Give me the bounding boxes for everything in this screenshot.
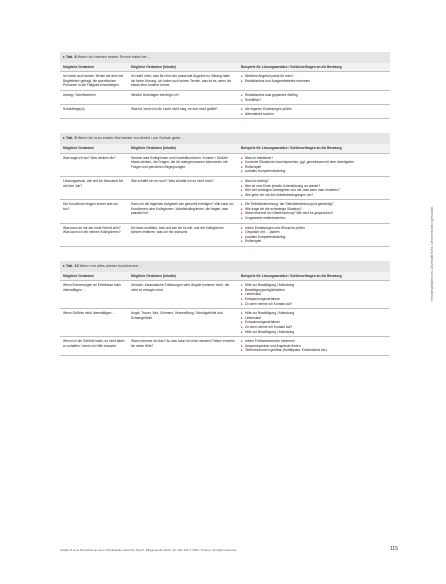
list-item: ▸ soziales Kompetenztraining bbox=[241, 169, 387, 174]
list-item: ▸ Alternatives suchen bbox=[241, 112, 387, 117]
table-cell bbox=[238, 200, 390, 223]
list-item: ▸ Rollenspiel bbox=[241, 239, 387, 244]
list-item: ▸ Hilfe zur Bewältigung / Ablenkung bbox=[241, 283, 387, 288]
table-cell: Angst, Trauer, Wut, Schmerz, Verzweiflung, Schuldgefühle und Schamgefühle. bbox=[128, 309, 238, 337]
table-title: Wenn ich meinen ersten Termin habe bei … bbox=[77, 55, 152, 59]
list-item: ▸ Entspannungsverfahren bbox=[241, 297, 387, 302]
list-item: ▸ Wie gehe ich mit den Arbeitsbedingungen um? bbox=[241, 193, 387, 198]
table-title: Wenn ich zum ersten Mal wieder zur Arbeit / zur Schule gehe … bbox=[77, 136, 186, 141]
list-item: ▸ Zu wem nehme ich Kontakt auf? bbox=[241, 302, 387, 307]
table-9 bbox=[60, 133, 390, 247]
list-item: ▸ Die Selbstbestimmung: der Selbstbestimmung ist gewichtig? bbox=[241, 202, 387, 207]
table-cell bbox=[238, 176, 390, 199]
table-row bbox=[60, 337, 390, 356]
list-item: ▸ Lebenslauf bbox=[241, 292, 387, 297]
table-label: Tab. 10 bbox=[65, 264, 79, 269]
list-item: ▸ Wie viel verlangen Arbeitgeber von mir, was kann man erwarten? bbox=[241, 188, 387, 193]
list-item: ▸ Lebenslauf bbox=[241, 316, 387, 321]
triangle-icon: ▸ bbox=[63, 136, 65, 141]
table-cell: Ich habe noch keinen Termin bei dem mir Begleitete/r gefragt, die spezifischen Personen in die Tätigkeit einzusteigen. bbox=[60, 72, 128, 91]
list-item: ▸ Wie trage ich die schwierige Situation? bbox=[241, 207, 387, 212]
list-item: ▸ Konkrete Situationen durchsprechen, ggf. gemeinsam mit dem Arbeitgeber bbox=[241, 160, 387, 165]
list-item: ▸ Realistisches was geplantes Setting bbox=[241, 93, 387, 98]
table-cell: Kann ich die täglichen Aufgaben wie gewohnt erledigen? Wie kann ich Kund/innen oder Kolleginnen / Arbeitskolleg/innen, die fragen, was passiert ist? bbox=[128, 200, 238, 223]
list-item: ▸ Bewältigungsmöglichkeiten bbox=[241, 288, 387, 293]
list-item: ▸ Ansprechpartner und Angebote finden bbox=[241, 344, 387, 349]
triangle-icon: ▸ bbox=[63, 55, 65, 59]
table-10 bbox=[60, 261, 390, 356]
table-caption bbox=[60, 52, 390, 63]
table-cell bbox=[238, 309, 390, 337]
table-8 bbox=[60, 52, 390, 119]
table-row bbox=[60, 90, 390, 104]
table-cell: Welche Unterlagen benötige ich? bbox=[128, 90, 238, 104]
table-cell: Ich kann erzählen, was und wie ich es will, und die Kolleg/innen können erfahren, was ich mir wünsche. bbox=[128, 223, 238, 246]
table-header-row bbox=[60, 144, 390, 153]
table-cell: Wann erkenne ich das? An wen kann ich mich wenden? Wann erreiche ich diese Hilfe? bbox=[128, 337, 238, 356]
list-item: ▸ Was ist realistisch? bbox=[241, 156, 387, 161]
table-label: Tab. 8 bbox=[65, 55, 77, 59]
table-cell: Was ist, wenn ich die Leute nicht mag, es dort nicht gefällt? bbox=[128, 105, 238, 119]
list-item: ▸ Welches Angebot passt für mich? bbox=[241, 74, 387, 79]
column-header: Beispiele für Lösungsansätze / Schlüsselfragen an die Beratung bbox=[238, 144, 390, 153]
column-header: Mögliche Gedanken (Inhalte) bbox=[128, 272, 238, 281]
table-cell: Wie schaffe ich es noch? Was schaffe ich es nicht noch? bbox=[128, 176, 238, 199]
table-label: Tab. 9 bbox=[65, 136, 77, 141]
table-cell bbox=[238, 223, 390, 246]
table-cell: Was sage ich wo? Was denken die? bbox=[60, 153, 128, 176]
list-item: ▸ Hilfe zur Bewältigung / Ablenkung bbox=[241, 330, 387, 335]
table-cell: Ich weiß nicht, was für mich der passende Angebot ist. Belang habe ich keine Ahnung. Ich habe noch keinen Termin, was ist es, wenn ich etwas dem Anderer kenne. bbox=[128, 72, 238, 91]
column-header: Mögliche Gedanken bbox=[60, 272, 128, 281]
table-row bbox=[60, 72, 390, 91]
list-item: ▸ meine Erwartungen und Wünsche prüfen bbox=[241, 226, 387, 231]
page-number: 115 bbox=[390, 546, 398, 552]
table-cell: Antrag / Schriftverkehr bbox=[60, 90, 128, 104]
column-header: Mögliche Gedanken (Inhalte) bbox=[128, 144, 238, 153]
list-item: ▸ Wann erkenne ich Überforderung? Wie wird es gesprochen? bbox=[241, 211, 387, 216]
table-header-row bbox=[60, 63, 390, 72]
table-row bbox=[60, 153, 390, 176]
page-content bbox=[60, 52, 390, 364]
table-caption bbox=[60, 261, 390, 272]
table-caption bbox=[60, 133, 390, 144]
table-cell: Leistungsdruck, wie viel ich fokussiert bin auf den Job? bbox=[60, 176, 128, 199]
table-cell: Die Kund/innen fragen immer was wir tun? bbox=[60, 200, 128, 223]
column-header: Beispiele für Lösungsansätze / Schlüsselfragen an die Beratung bbox=[238, 272, 390, 281]
citation-text: Gödde R et al. Die Arbeit an einer Schnittstelle zwischen Psych. Pflege Heute 2024; 20: 115–119 © 2024. Thieme. All rights reserved. bbox=[60, 548, 237, 552]
table-cell bbox=[238, 90, 390, 104]
table-cell: Wenn ich die Gefühle habe, es nicht allein zu schaffen / wenn ich Hilfe brauche: bbox=[60, 337, 128, 356]
table-row bbox=[60, 200, 390, 223]
side-download-note bbox=[430, 206, 436, 416]
download-note-text: Heruntergeladen von: Universität Wien. Urheberrechtlich geschützt. bbox=[430, 206, 434, 302]
table-row bbox=[60, 281, 390, 309]
table-row bbox=[60, 176, 390, 199]
table-row bbox=[60, 309, 390, 337]
column-header: Mögliche Gedanken bbox=[60, 144, 128, 153]
table-cell: Wenn Gefühle mich überwältigen … bbox=[60, 309, 128, 337]
list-item: ▸ Wer ist vom Ende jeweils Unterstützung an wieder? bbox=[241, 184, 387, 189]
list-item: ▸ Telefonnummern greifbar (Notfallpass, Krisendienst etc.) bbox=[241, 348, 387, 353]
list-item: ▸ Vorgesetzte miteinbeziehen bbox=[241, 216, 387, 221]
table-cell bbox=[238, 337, 390, 356]
column-header: Beispiele für Lösungsansätze / Schlüsselfragen an die Beratung bbox=[238, 63, 390, 72]
table-cell: Denken was Kolleg/innen und Kommiliton/innen, Kunden / Schüler etwas denken, die Fragen, die ich wahrgenommen bekommen mit Fragen und peinlichen Begegnungen. bbox=[128, 153, 238, 176]
table-cell: Verluste, traumatische Erfahrungen oder Ängste kommen hoch, die nicht zu ertragen sind. bbox=[128, 281, 238, 309]
table-cell bbox=[238, 153, 390, 176]
column-header: Mögliche Gedanken (Inhalte) bbox=[128, 63, 238, 72]
table-row bbox=[60, 223, 390, 246]
list-item: ▸ Zu wem nehme ich Kontakt auf? bbox=[241, 325, 387, 330]
list-item: ▸ Schriftlich? bbox=[241, 98, 387, 103]
list-item: ▸ soziales Kompetenztraining bbox=[241, 235, 387, 240]
table-cell: Schuldfrage(n) bbox=[60, 105, 128, 119]
table-row bbox=[60, 105, 390, 119]
list-item: ▸ Realistisches und Ausgearbeitetes erkennen bbox=[241, 79, 387, 84]
table-title: Wenn mir alles wieder hochkommt … bbox=[79, 264, 143, 269]
table-cell: Wenn Erinnerungen an Erlebnisse mich überwältigen … bbox=[60, 281, 128, 309]
list-item: ▸ meine Frühwarnzeichen erkennen bbox=[241, 339, 387, 344]
list-item: ▸ Was ist wichtig? bbox=[241, 179, 387, 184]
list-item: ▸ Rollenspiel bbox=[241, 165, 387, 170]
table-cell bbox=[238, 105, 390, 119]
table-cell: Was kann an mir der erste Schritt sein? Was kann ich bei meinen Kolleg/innen? bbox=[60, 223, 128, 246]
list-item: ▸ Entspannungsverfahren bbox=[241, 320, 387, 325]
triangle-icon: ▸ bbox=[63, 264, 65, 269]
table-cell bbox=[238, 281, 390, 309]
list-item: ▸ Hilfe zur Bewältigung / Ablenkung bbox=[241, 311, 387, 316]
column-header: Mögliche Gedanken bbox=[60, 63, 128, 72]
list-item: ▸ die eigenen Erwartungen prüfen bbox=[241, 107, 387, 112]
table-header-row bbox=[60, 272, 390, 281]
table-cell bbox=[238, 72, 390, 91]
list-item: ▸ Gespräch mit … planen bbox=[241, 230, 387, 235]
